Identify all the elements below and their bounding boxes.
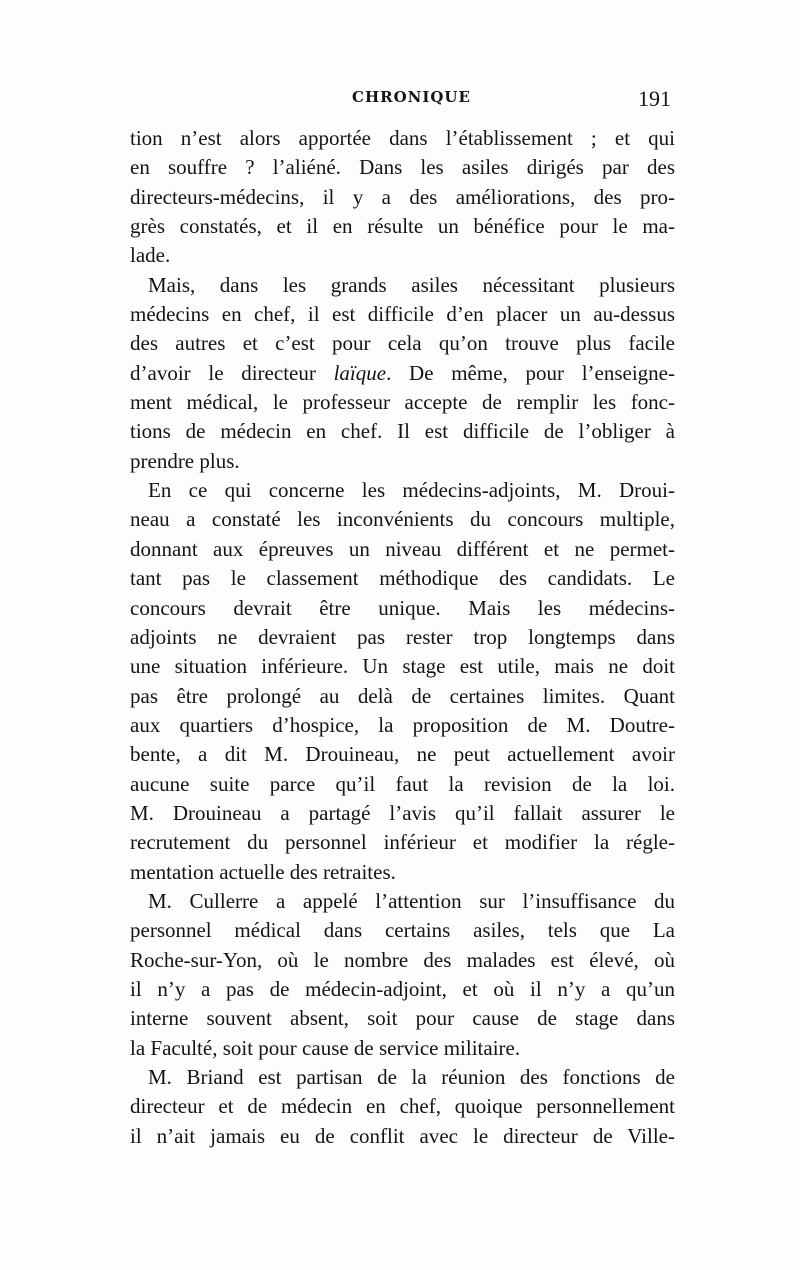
text-line: En ce qui concerne les médecins-adjoints, M. Droui- <box>148 478 675 503</box>
text-line: prendre plus. <box>130 448 240 473</box>
page-number: 191 <box>638 86 671 111</box>
text-line: M. Briand est partisan de la réunion des fonctions de <box>148 1065 675 1089</box>
text-line-with-italic <box>130 359 675 388</box>
text-line: tions de médecin en chef. Il est difficile de l’obliger à <box>130 419 675 444</box>
text-line: M. Cullerre a appelé l’attention sur l’insuffisance du <box>148 888 675 913</box>
text-line: concours devrait être unique. Mais les médecins- <box>130 595 675 620</box>
text-line: ment médical, le professeur accepte de remplir les fonc- <box>130 390 675 415</box>
text-segment: . De même, pour l’enseigne- <box>386 360 675 385</box>
text-line: Mais, dans les grands asiles nécessitant plusieurs <box>148 272 675 297</box>
text-line: il n’y a pas de médecin-adjoint, et où il n’y a qu’un <box>130 976 675 1001</box>
paragraph-1 <box>130 124 675 271</box>
body-text <box>130 124 675 1151</box>
text-line: grès constatés, et il en résulte un bénéfice pour le ma- <box>130 214 675 239</box>
text-line: des autres et c’est pour cela qu’on trouve plus facile <box>130 331 675 356</box>
text-line: médecins en chef, il est difficile d’en placer un au-dessus <box>130 302 675 327</box>
text-line: M. Drouineau a partagé l’avis qu’il fallait assurer le <box>130 800 675 825</box>
running-title: CHRONIQUE <box>352 88 471 106</box>
text-line: Roche-sur-Yon, où le nombre des malades est élevé, où <box>130 947 675 972</box>
text-line: mentation actuelle des retraites. <box>130 859 396 884</box>
text-line: donnant aux épreuves un niveau différent et ne permet- <box>130 536 675 561</box>
text-line: tant pas le classement méthodique des candidats. Le <box>130 566 675 591</box>
paragraph-4 <box>130 887 675 1063</box>
text-line: aucune suite parce qu’il faut la revision de la loi. <box>130 771 675 796</box>
text-line: lade. <box>130 243 171 268</box>
text-line: en souffre ? l’aliéné. Dans les asiles dirigés par des <box>130 155 675 180</box>
text-line: directeur et de médecin en chef, quoique personnellement <box>130 1094 675 1119</box>
paragraph-2 <box>130 271 675 476</box>
text-line: interne souvent absent, soit pour cause de stage dans <box>130 1006 675 1031</box>
text-line: une situation inférieure. Un stage est utile, mais ne doit <box>130 654 675 679</box>
text-line: adjoints ne devraient pas rester trop longtemps dans <box>130 624 675 649</box>
italic-word: laïque <box>333 360 387 385</box>
text-line: il n’ait jamais eu de conflit avec le directeur de Ville- <box>130 1123 675 1148</box>
text-line: la Faculté, soit pour cause de service militaire. <box>130 1035 521 1060</box>
text-line: neau a constaté les inconvénients du concours multiple, <box>130 507 675 532</box>
paragraph-3 <box>130 476 675 887</box>
text-segment: d’avoir le directeur <box>130 360 316 385</box>
text-line: tion n’est alors apportée dans l’établissement ; et qui <box>130 126 675 150</box>
text-line: bente, a dit M. Drouineau, ne peut actuellement avoir <box>130 742 675 767</box>
text-line: recrutement du personnel inférieur et modifier la régle- <box>130 830 675 855</box>
running-header <box>130 88 675 114</box>
text-line: aux quartiers d’hospice, la proposition de M. Doutre- <box>130 712 675 737</box>
text-line: directeurs-médecins, il y a des améliorations, des pro- <box>130 184 675 209</box>
text-line: pas être prolongé au delà de certaines limites. Quant <box>130 683 675 708</box>
paragraph-5 <box>130 1063 675 1151</box>
text-line: personnel médical dans certains asiles, tels que La <box>130 918 675 943</box>
